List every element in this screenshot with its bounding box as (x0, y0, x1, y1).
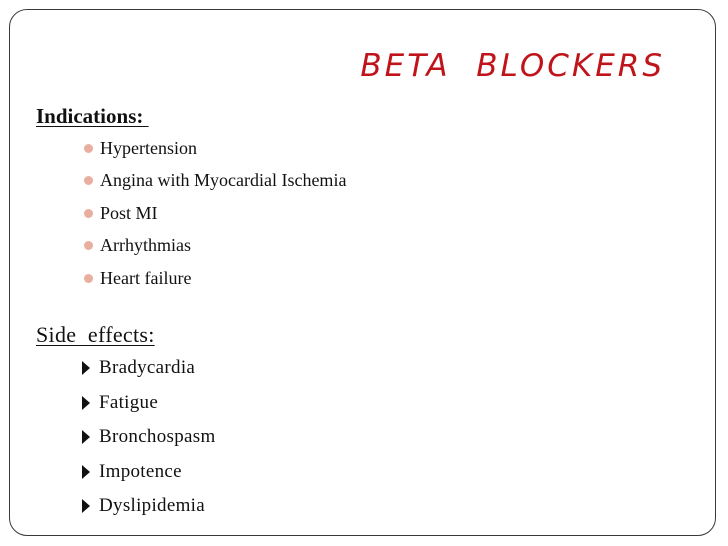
side-effects-heading: Side effects: (36, 322, 155, 347)
circle-bullet-icon (84, 241, 93, 250)
list-item (82, 386, 216, 421)
list-item-text: Post MI (100, 202, 158, 223)
triangle-bullet-icon (82, 361, 90, 375)
circle-bullet-icon (84, 274, 93, 283)
list-item (84, 165, 346, 198)
list-item-text: Heart failure (100, 267, 192, 288)
list-item-text: Arrhythmias (100, 235, 191, 256)
circle-bullet-icon (84, 176, 93, 185)
indications-heading: Indications: (36, 104, 149, 128)
list-item (84, 197, 346, 230)
triangle-bullet-icon (82, 396, 90, 410)
list-item-text: Impotence (99, 460, 182, 482)
list-item (84, 262, 346, 295)
list-item (84, 132, 346, 165)
list-item (82, 489, 216, 524)
list-item (82, 351, 216, 386)
circle-bullet-icon (84, 144, 93, 153)
circle-bullet-icon (84, 209, 93, 218)
triangle-bullet-icon (82, 430, 90, 444)
indications-list (84, 132, 346, 295)
side-effects-list (82, 351, 216, 524)
list-item-text: Bradycardia (99, 357, 196, 379)
triangle-bullet-icon (82, 465, 90, 479)
list-item-text: Angina with Myocardial Ischemia (100, 170, 347, 191)
list-item-text: Hypertension (100, 137, 197, 158)
list-item (84, 230, 346, 263)
list-item (82, 455, 216, 490)
triangle-bullet-icon (82, 499, 90, 513)
list-item (82, 420, 216, 455)
slide-title: BETA BLOCKERS (360, 48, 665, 84)
list-item-text: Fatigue (99, 391, 159, 413)
list-item-text: Dyslipidemia (99, 495, 205, 517)
slide-frame (9, 9, 716, 536)
list-item-text: Bronchospasm (99, 426, 216, 448)
